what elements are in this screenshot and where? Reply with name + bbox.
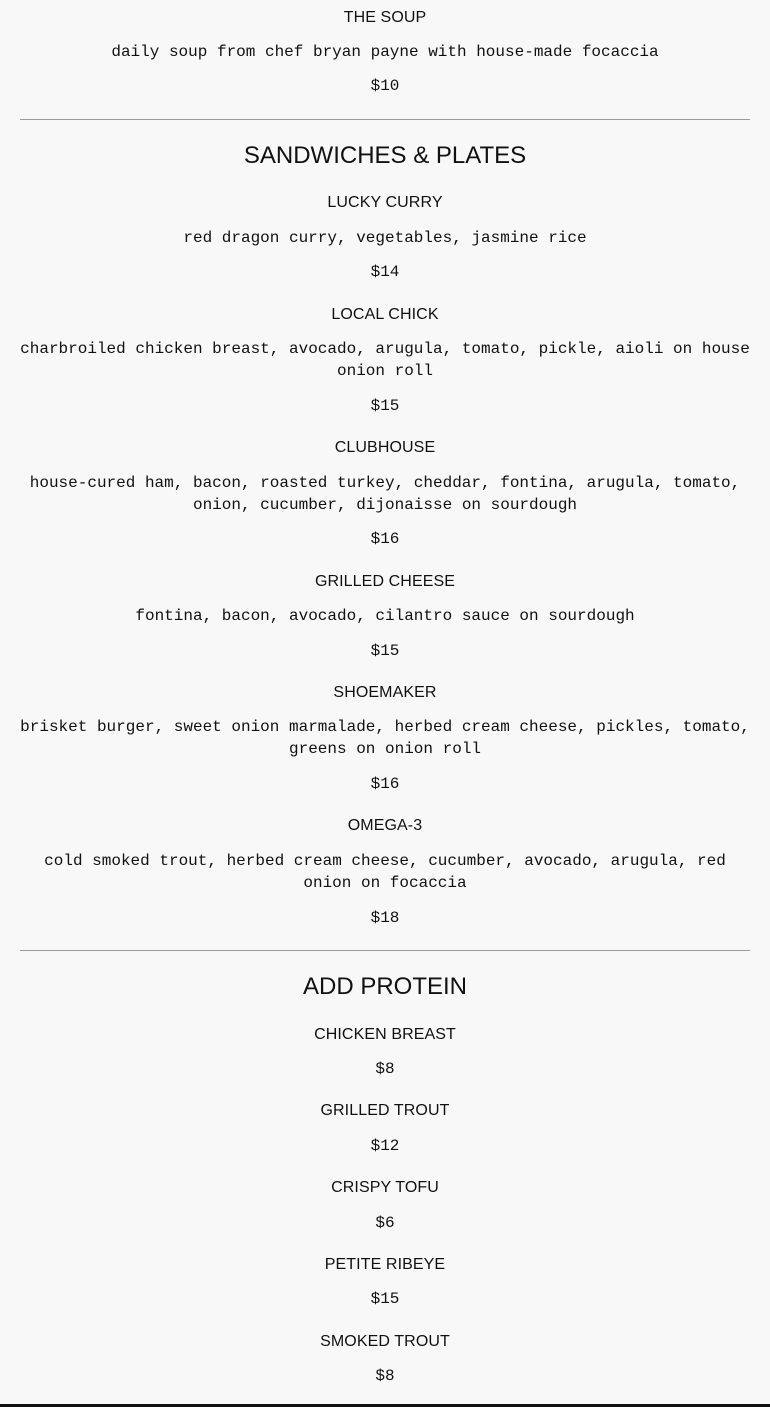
menu-item-name: CLUBHOUSE (334, 439, 436, 456)
section-title-add-protein: ADD PROTEIN (302, 973, 467, 1000)
menu-item-name: CRISPY TOFU (331, 1179, 439, 1196)
menu-item-name: SMOKED TROUT (320, 1333, 450, 1350)
menu-item-name: LOCAL CHICK (331, 306, 439, 323)
menu-item-description: brisket burger, sweet onion marmalade, herbed cream cheese, pickles, tomato, greens on onion roll (20, 718, 750, 758)
menu-item-name: GRILLED CHEESE (314, 573, 456, 590)
menu-item-name: OMEGA-3 (347, 817, 423, 834)
menu-item-price: $8 (375, 1060, 395, 1078)
menu-item-description: daily soup from chef bryan payne with house-made focaccia (111, 43, 659, 61)
menu-item-price: $16 (370, 775, 400, 793)
menu-item-name: LUCKY CURRY (327, 194, 443, 211)
menu-item-price: $14 (370, 263, 400, 281)
menu-item-name: THE SOUP (343, 9, 427, 26)
menu-item-description: cold smoked trout, herbed cream cheese, cucumber, avocado, arugula, red onion on focaccia (44, 852, 726, 892)
menu-item-name: GRILLED TROUT (320, 1102, 450, 1119)
menu-item-price: $10 (370, 77, 400, 95)
menu-item-description: fontina, bacon, avocado, cilantro sauce on sourdough (135, 607, 635, 625)
menu-item-price: $6 (375, 1214, 395, 1232)
menu-item-price: $18 (370, 909, 400, 927)
menu-item-description: red dragon curry, vegetables, jasmine rice (183, 229, 587, 247)
menu-item-description: charbroiled chicken breast, avocado, arugula, tomato, pickle, aioli on house onion roll (20, 340, 750, 380)
menu-item-name: CHICKEN BREAST (314, 1026, 456, 1043)
menu-item-name: SHOEMAKER (333, 684, 437, 701)
section-divider (20, 119, 750, 120)
section-title-sandwiches: SANDWICHES & PLATES (243, 142, 527, 169)
menu-item-price: $12 (370, 1137, 400, 1155)
menu-item-price: $16 (370, 530, 400, 548)
menu-item-price: $15 (370, 642, 400, 660)
menu-item-price: $8 (375, 1367, 395, 1385)
menu-item-description: house-cured ham, bacon, roasted turkey, cheddar, fontina, arugula, tomato, onion, cucumber, dijonaisse on sourdough (29, 474, 741, 514)
menu-item-name: PETITE RIBEYE (324, 1256, 446, 1273)
menu-item-price: $15 (370, 1290, 400, 1308)
section-divider (20, 950, 750, 951)
menu-item-price: $15 (370, 397, 400, 415)
